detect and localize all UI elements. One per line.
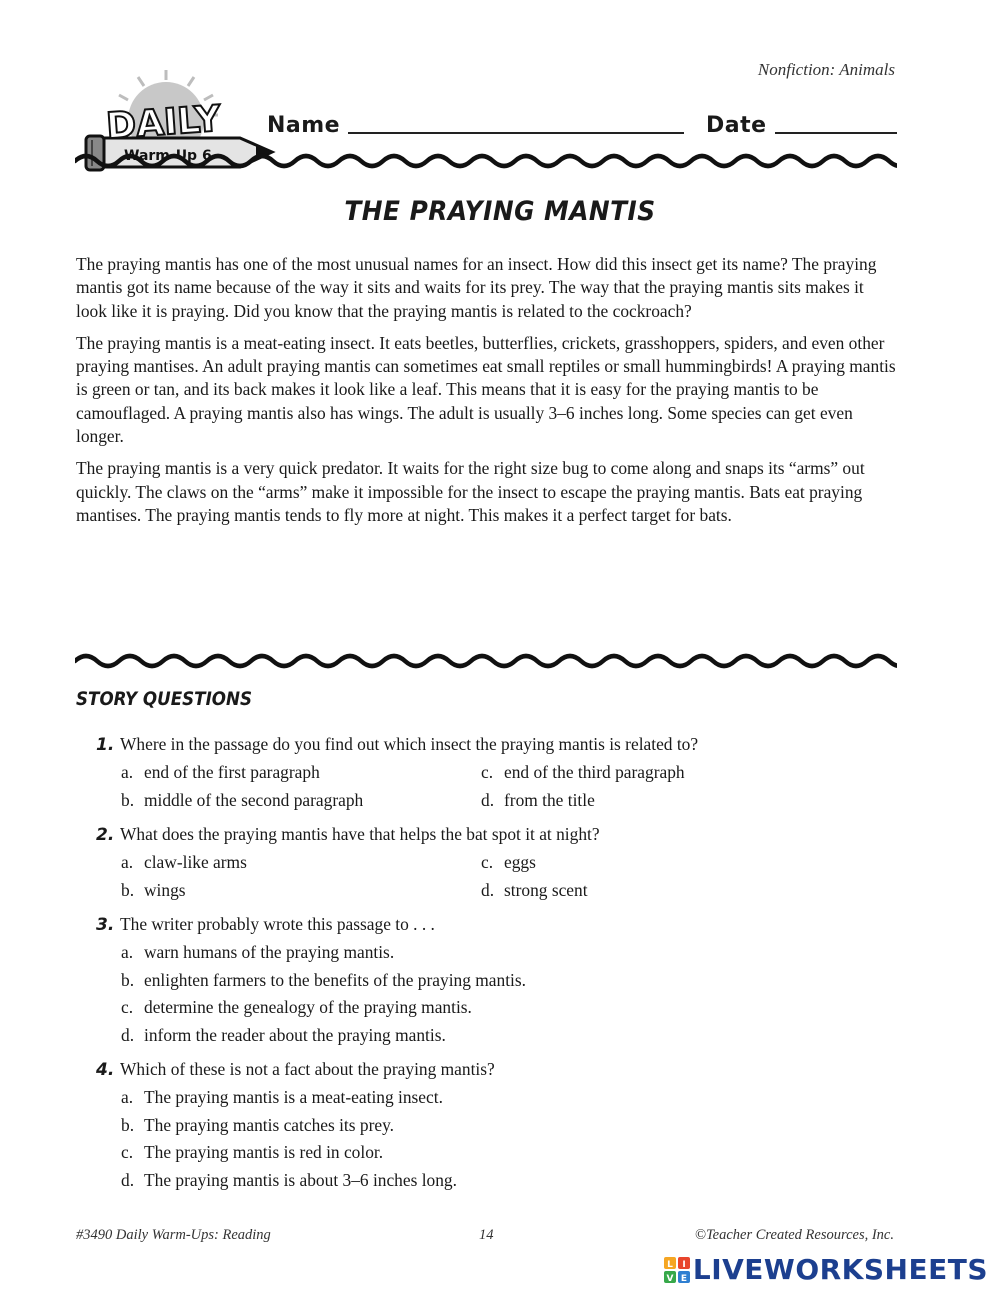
passage-paragraph: The praying mantis has one of the most unusual names for an insect. How did this insect get its name? The praying mantis got its name because of the way it sits and waits for its prey. The way that the praying mantis sits makes it look like it is praying. Did you know that the praying mantis is related to the cockroach?	[76, 254, 877, 321]
passage-paragraph: The praying mantis is a meat-eating insect. It eats beetles, butterflies, crickets, grasshoppers, spiders, and even other praying mantises. An adult praying mantis can sometimes eat small reptiles or small hummingbirds! A praying mantis is green or tan, and its back makes it look like a leaf. This means that it is easy for the praying mantis to be camouflaged. A praying mantis also has wings. The adult is usually 3–6 inches long. Some species can get even longer.	[76, 332, 896, 447]
question-text: Where in the passage do you find out which insect the praying mantis is related to?	[120, 734, 699, 754]
question-4	[96, 1059, 896, 1194]
answer-option-d[interactable]	[481, 787, 841, 815]
option-letter: b.	[121, 1114, 135, 1135]
option-letter: b.	[121, 879, 135, 900]
answer-option-a[interactable]	[121, 849, 481, 877]
logo-subtitle: Warm-Up 6	[124, 148, 212, 164]
icon-letter: V	[666, 1273, 674, 1283]
question-text: Which of these is not a fact about the praying mantis?	[120, 1059, 495, 1079]
option-letter: c.	[121, 997, 134, 1017]
answer-option-d[interactable]	[481, 877, 841, 905]
option-text: The praying mantis is a meat-eating insect.	[144, 1087, 443, 1107]
question-text: The writer probably wrote this passage to . . .	[120, 914, 435, 934]
option-text: end of the third paragraph	[504, 762, 685, 782]
question-2	[96, 824, 896, 904]
liveworksheets-logo-icon	[664, 1257, 690, 1283]
option-letter: c.	[481, 852, 494, 872]
option-letter: b.	[121, 969, 135, 990]
option-letter: a.	[121, 762, 134, 782]
option-text: The praying mantis is red in color.	[144, 1142, 384, 1162]
option-text: eggs	[504, 852, 536, 872]
option-letter: c.	[121, 1142, 134, 1162]
option-letter: c.	[481, 762, 494, 782]
option-text: wings	[144, 879, 186, 900]
option-text: The praying mantis catches its prey.	[144, 1114, 394, 1135]
option-text: claw-like arms	[144, 852, 247, 872]
question-number: 3.	[96, 915, 115, 935]
option-text: determine the genealogy of the praying mantis.	[144, 997, 472, 1017]
option-letter: b.	[121, 789, 135, 810]
question-number: 2.	[96, 825, 115, 845]
option-text: from the title	[504, 789, 595, 810]
question-text: What does the praying mantis have that helps the bat spot it at night?	[120, 824, 600, 844]
option-text: warn humans of the praying mantis.	[144, 942, 395, 962]
page-title: THE PRAYING MANTIS	[344, 196, 656, 227]
option-text: inform the reader about the praying mantis.	[144, 1024, 446, 1045]
option-text: end of the first paragraph	[144, 762, 320, 782]
category-label: Nonfiction: Animals	[757, 60, 895, 79]
answer-option-a[interactable]	[121, 939, 821, 967]
answer-option-c[interactable]	[481, 849, 841, 877]
answer-option-c[interactable]	[121, 994, 821, 1022]
answer-option-d[interactable]	[121, 1167, 821, 1195]
option-text: The praying mantis is about 3–6 inches long.	[144, 1169, 457, 1190]
question-number: 1.	[96, 735, 115, 755]
answer-option-b[interactable]	[121, 877, 481, 905]
name-field[interactable]	[348, 108, 684, 134]
icon-letter: I	[682, 1259, 686, 1270]
questions-list	[96, 734, 896, 1204]
answer-option-b[interactable]	[121, 1112, 821, 1140]
passage-paragraph: The praying mantis is a very quick predator. It waits for the right size bug to come along and snaps its “arms” out quickly. The claws on the “arms” make it impossible for the insect to escape the praying mantis. Bats eat praying mantises. The praying mantis tends to fly more at night. This makes it a perfect target for bats.	[76, 458, 865, 525]
question-1	[96, 734, 896, 814]
top-wavy-divider	[75, 146, 897, 176]
footer-page-number: 14	[479, 1227, 494, 1243]
answer-option-d[interactable]	[121, 1022, 821, 1050]
footer-copyright: ©Teacher Created Resources, Inc.	[694, 1227, 894, 1243]
option-letter: a.	[121, 1087, 134, 1107]
footer-book-title: #3490 Daily Warm-Ups: Reading	[76, 1227, 271, 1243]
answer-option-c[interactable]	[121, 1139, 821, 1167]
logo-word: DAILY	[104, 98, 223, 148]
option-letter: d.	[481, 879, 495, 900]
answer-option-a[interactable]	[121, 1084, 821, 1112]
name-label: Name	[267, 113, 341, 138]
answer-option-a[interactable]	[121, 759, 481, 787]
name-date-row	[267, 104, 897, 138]
middle-wavy-divider	[75, 646, 897, 676]
option-letter: d.	[121, 1024, 135, 1045]
option-text: middle of the second paragraph	[144, 789, 364, 810]
question-3	[96, 914, 896, 1049]
date-field[interactable]	[775, 108, 897, 134]
story-questions-heading: STORY QUESTIONS	[76, 688, 253, 710]
option-text: strong scent	[504, 879, 588, 900]
icon-letter: L	[667, 1259, 673, 1270]
date-label: Date	[705, 113, 767, 138]
answer-option-b[interactable]	[121, 967, 821, 995]
option-letter: d.	[121, 1169, 135, 1190]
question-number: 4.	[96, 1060, 115, 1080]
answer-option-c[interactable]	[481, 759, 841, 787]
option-letter: a.	[121, 852, 134, 872]
option-text: enlighten farmers to the benefits of the praying mantis.	[144, 969, 526, 990]
liveworksheets-brand[interactable]	[664, 1253, 988, 1286]
brand-text: LIVEWORKSHEETS	[692, 1253, 988, 1286]
reading-passage	[76, 253, 898, 536]
option-letter: d.	[481, 789, 495, 810]
option-letter: a.	[121, 942, 134, 962]
icon-letter: E	[680, 1273, 687, 1283]
answer-option-b[interactable]	[121, 787, 481, 815]
